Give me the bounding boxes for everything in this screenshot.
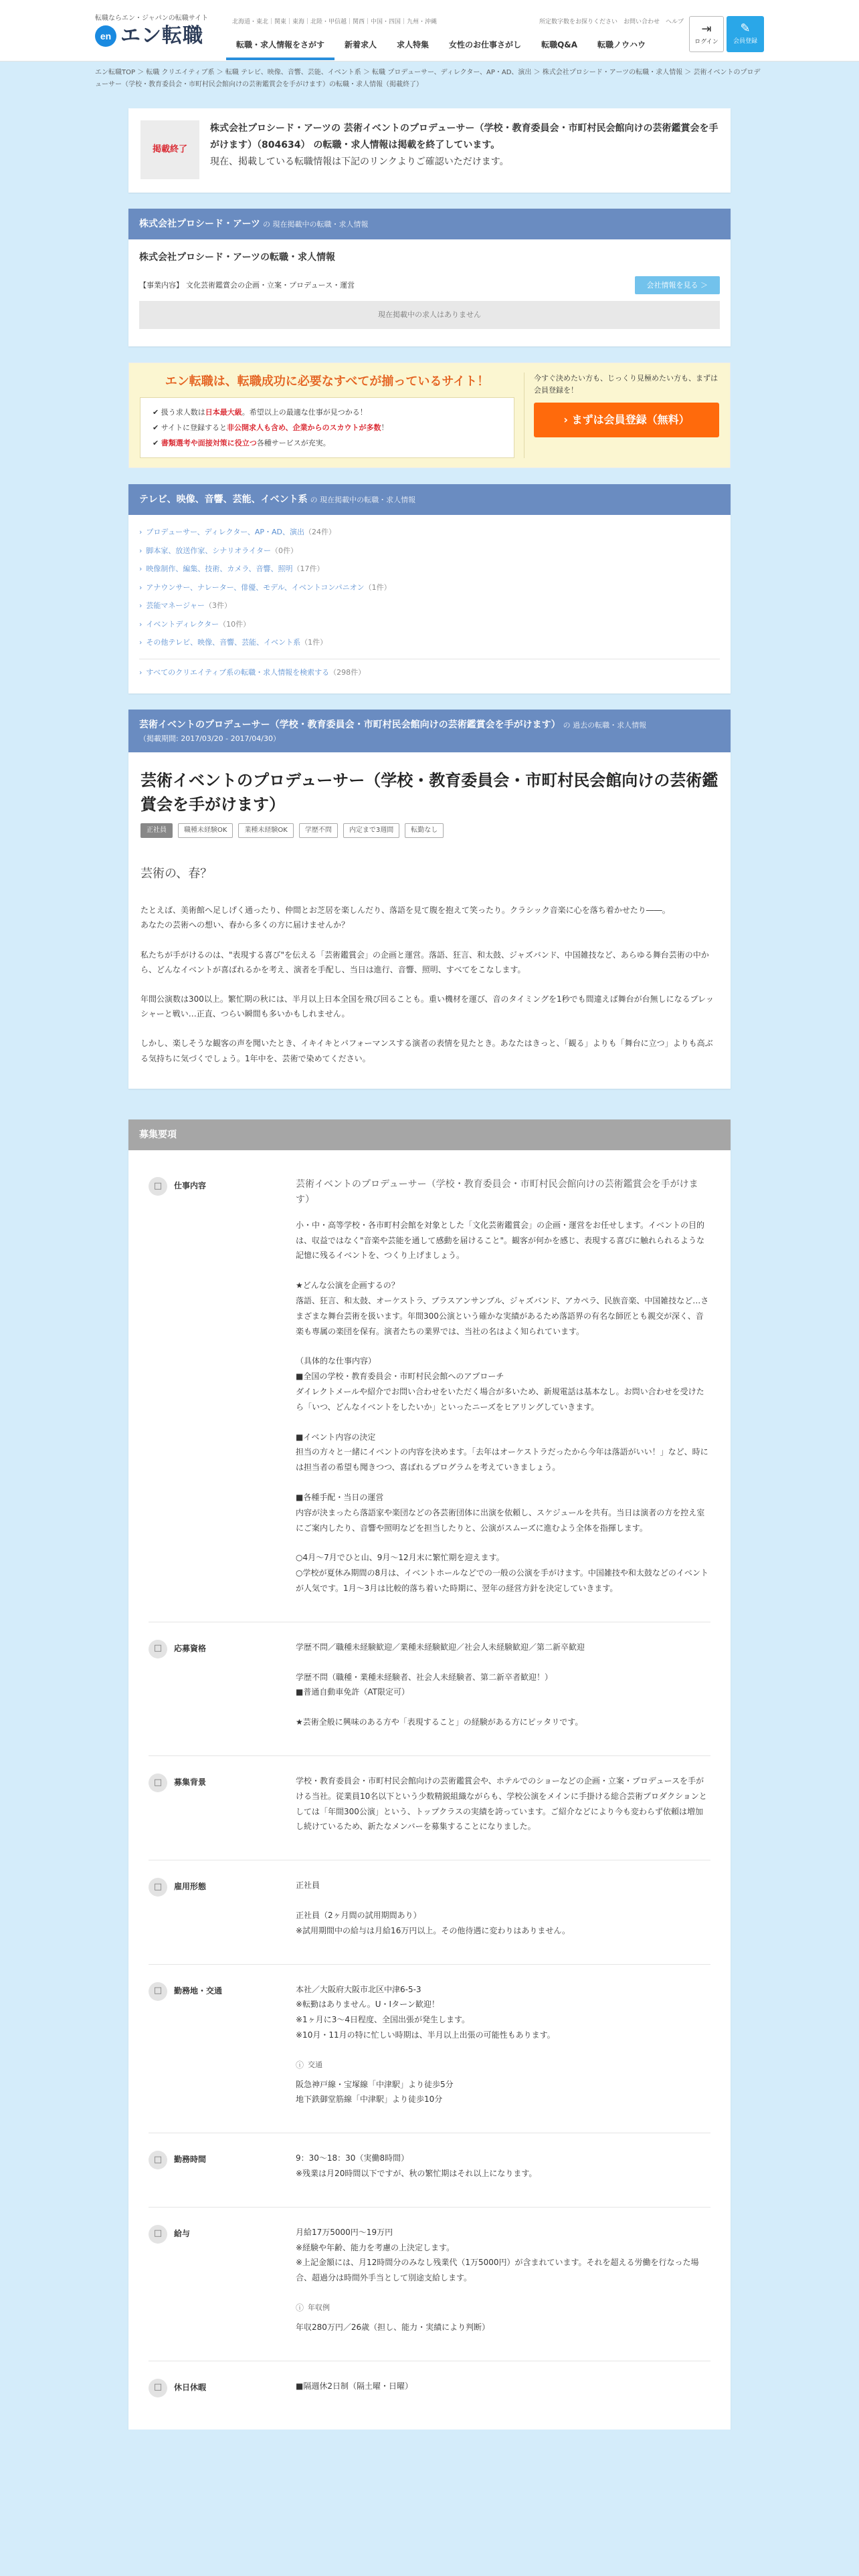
job-intro-text: 私たちが手がけるのは、"表現する喜び"を伝える「芸術鑑賞会」の企画と運営。落語、狂言、和太鼓、ジャズバンド、中国雑技など、あらゆる舞台芸術の中から、どんなイベントが喜ばれるかを考え、演者を手配し、当日は進行、音響、照明、すべてをこなします。 — [140, 950, 709, 974]
recruit-row-text: （具体的な仕事内容） ■全国の学校・教育委員会・市町村民会館へのアプローチ ダイレクトメールや紹介でお問い合わせをいただく場合が多いため、新規電話は基本なし。お問い合わせを受けたら「いつ、どんなイベントをしたいか」といったニーズをヒアリングしていきます。 — [296, 1356, 704, 1412]
info-icon: ⓘ — [296, 2302, 304, 2313]
job-tags — [140, 823, 719, 838]
promo-benefit-item: ✔ 扱う求人数は日本最大級。希望以上の最適な仕事が見つかる！ — [153, 407, 367, 417]
no-jobs-message: 現在掲載中の求人はありません — [139, 301, 720, 329]
breadcrumb[interactable]: エン転職TOP ＞ 転職 クリエイティブ系 ＞ 転職 テレビ、映像、音響、芸能、イベント系 ＞ 転職 プロデューサー、ディレクター、AP・AD、演出 ＞ 株式会社プロシード・アーツの転職・求人情報 ＞ 芸術イベントのプロデューサー（学校・教育委員会・市町村民会館向けの芸術鑑賞会を手がけます）の転職・求人情報（掲載終了） — [95, 69, 761, 88]
job-period: （掲載期間: 2017/03/20 - 2017/04/30） — [139, 734, 280, 743]
location-icon: □ — [149, 1982, 167, 2001]
recruit-row-label: 応募資格 — [174, 1643, 207, 1653]
recruit-row-text: ○4月〜7月でひと山、9月〜12月末に繁忙期を迎えます。 ○学校が夏休み期間の8月は、イベントホールなどでの一般の公演を手がけます。中国雑技や和太鼓などのイベントが人気です。1月〜3月は比較的落ち着いた時期に、翌年の経営方針を決定していきます。 — [296, 1553, 708, 1594]
job-section — [128, 710, 731, 1088]
expired-badge: 掲載終了 — [140, 120, 199, 179]
recruit-row-label: 給与 — [174, 2228, 191, 2238]
promo-benefit-item: ✔ サイトに登録すると非公開求人も含め、企業からのスカウトが多数！ — [153, 423, 389, 432]
region-links[interactable]: 北海道・東北｜関東｜東海｜北陸・甲信越｜関西｜中国・四国｜九州・沖縄 — [232, 19, 438, 25]
chevron-right-icon: › — [139, 619, 142, 629]
recruit-row-text: 正社員 — [296, 1881, 320, 1891]
recruit-section — [128, 1119, 731, 2430]
chevron-right-icon: › — [139, 546, 142, 555]
job-intro-text: 年間公演数は300以上。繁忙期の秋には、半月以上日本全国を飛び回ることも。重い機材を運び、音のタイミングを1秒でも間違えば舞台が台無しになるプレッシャーと戦い…正直、つらい瞬間も多いかもしれません。 — [140, 994, 714, 1019]
yen-icon: □ — [149, 2225, 167, 2244]
recruit-row-subtitle: 芸術イベントのプロデューサー（学校・教育委員会・市町村民会館向けの芸術鑑賞会を手がけます） — [296, 1179, 698, 1205]
category-link[interactable]: › 映像制作、編集、技術、カメラ、音響、照明（17件） — [139, 564, 324, 574]
job-intro-text: たとえば、美術館へ足しげく通ったり、仲間とお芝居を楽しんだり、落語を見て腹を抱えて笑ったり。クラシック音楽に心を落ち着かせたり――。 あなたの芸術への想い、春から多くの方に届けませんか？ — [140, 905, 670, 930]
badge-icon: □ — [149, 1878, 167, 1897]
nav-qa[interactable]: 転職Q&A — [541, 40, 578, 49]
global-nav — [226, 39, 656, 60]
tag: 職種未経験OK — [178, 823, 233, 838]
recruit-row — [149, 2133, 710, 2208]
category-band-sub: の 現在掲載中の転職・求人情報 — [310, 496, 416, 505]
business-label: 【事業内容】 — [139, 280, 183, 290]
clock-icon: □ — [149, 2151, 167, 2169]
nav-features[interactable]: 求人特集 — [397, 40, 430, 49]
chevron-right-icon: › — [139, 528, 142, 537]
recruit-row-text: 学歴不問（職種・業種未経験者、社会人未経験者、第二新卒者歓迎！） ■普通自動車免許（AT限定可） — [296, 1672, 553, 1697]
chevron-right-icon: › — [139, 638, 142, 647]
tag: 内定まで3週間 — [343, 823, 399, 838]
recruit-row-label: 勤務地・交通 — [174, 1985, 223, 1996]
company-band-sub: の 現在掲載中の転職・求人情報 — [263, 220, 369, 229]
member-register-cta[interactable]: › まずは会員登録（無料） — [534, 403, 719, 437]
category-link[interactable]: › アナウンサー、ナレーター、俳優、モデル、イベントコンパニオン（1件） — [139, 582, 391, 592]
recruit-row-text: 正社員（2ヶ月間の試用期間あり） ※試用期間中の給与は月給16万円以上。その他待遇に変わりはありません。 — [296, 1911, 571, 1935]
promo-benefits — [140, 397, 514, 458]
category-link[interactable]: › イベントディレクター（10件） — [139, 619, 251, 629]
recruit-row — [149, 2361, 710, 2423]
recruit-row — [149, 1860, 710, 1964]
category-band-title: テレビ、映像、音響、芸能、イベント系 — [139, 494, 308, 506]
recruit-row-text: 学歴不問／職種未経験歓迎／業種未経験歓迎／社会人未経験歓迎／第二新卒歓迎 — [296, 1642, 585, 1652]
nav-knowhow[interactable]: 転職ノウハウ — [597, 40, 646, 49]
company-band — [128, 209, 731, 239]
job-intro-text: しかし、楽しそうな観客の声を聞いたとき、イキイキとパフォーマンスする演者の表情を見たとき。あなたはきっと、「観る」よりも「舞台に立つ」よりも高ぶる気持ちに気づくでしょう。1年中を、芸術で染めてください。 — [140, 1039, 713, 1063]
tag: 正社員 — [140, 823, 173, 838]
pencil-icon: ✎ — [740, 21, 751, 35]
job-catchphrase: 芸術の、春？ — [140, 867, 213, 881]
register-button[interactable] — [727, 16, 764, 52]
info-icon: ⓘ — [296, 2060, 304, 2070]
recruit-row-text: ★どんな公演を企画するの？ 落語、狂言、和太鼓、オーケストラ、ブラスアンサンブル、ジャズバンド、アカペラ、民族音楽、中国雑技など…さまざまな舞台芸術を扱います。年間300公演という確かな実績があるため落語界の有名な師匠とも親交が深く、音楽も専属の楽団を保有。演者たちの業界では、当社の名はよく知られています。 — [296, 1281, 709, 1336]
logo-tagline: 転職ならエン・ジャパンの転職サイト — [95, 15, 209, 22]
recruit-row — [149, 1160, 710, 1622]
login-label: ログイン — [694, 39, 719, 46]
job-band-sub: の 過去の転職・求人情報 — [563, 721, 647, 730]
nav-women[interactable]: 女性のお仕事さがし — [449, 40, 522, 49]
tag: 業種未経験OK — [238, 823, 293, 838]
nav-new-jobs[interactable]: 新着求人 — [345, 40, 377, 49]
recruit-row-text: ■隔週休2日制（隔土曜・日曜） — [296, 2381, 413, 2391]
category-link[interactable]: › 芸能マネージャー（3件） — [139, 601, 231, 611]
calendar-icon: □ — [149, 2379, 167, 2397]
logo-text: エン転職 — [120, 24, 203, 47]
recruit-row-text: 月給17万5000円〜19万円 ※経験や年齢、能力を考慮の上決定します。 ※上記金額には、月12時間分のみなし残業代（1万5000円）が含まれています。それを超える労働を行なった場合、超過分は時間外手当として別途支給します。 — [296, 2227, 699, 2283]
recruit-row-text: 年収280万円／26歳（担し、能力・実績により判断） — [296, 2322, 490, 2332]
category-band — [128, 484, 731, 515]
recruit-row-text: 阪急神戸線・宝塚線「中津駅」より徒歩5分 地下鉄御堂筋線「中津駅」より徒歩10分 — [296, 2079, 454, 2105]
business-desc: 文化芸術鑑賞会の企画・立案・プロデュース・運営 — [186, 280, 355, 290]
recruit-row-subhead: ⓘ 年収例 — [296, 2300, 710, 2316]
category-link[interactable]: › その他テレビ、映像、音響、芸能、イベント系（1件） — [139, 638, 328, 647]
company-section — [128, 209, 731, 346]
recruit-row-text: ★芸術全般に興味のある方や「表現すること」の経験がある方にピッタリです。 — [296, 1717, 583, 1727]
site-logo[interactable] — [95, 15, 222, 47]
flag-icon: □ — [149, 1774, 167, 1792]
expired-notice — [128, 108, 731, 193]
chevron-right-icon: › — [139, 564, 142, 574]
recruit-row-text: 学校・教育委員会・市町村民会館向けの芸術鑑賞会や、ホテルでのショーなどの企画・立案・プロデュースを手がける当社。従業員10名以下という少数精鋭組織ながらも、学校公演をメインに手掛ける総合芸術プロダクションとしては「年間300公演」という、トップクラスの実績を誇っています。ご紹介などにより今も変わらず依頼は増加し続けているため、新たなメンバーを募集することになりました。 — [296, 1776, 707, 1832]
recruit-row — [149, 1622, 710, 1756]
recruit-row-subhead: ⓘ 交通 — [296, 2058, 710, 2073]
company-info-button[interactable]: 会社情報を見る ＞ — [635, 276, 721, 295]
recruit-row-label: 募集背景 — [174, 1778, 207, 1788]
expired-sub-message: 現在、掲載している転職情報は下記のリンクよりご確認いただけます。 — [210, 156, 509, 168]
promo-right-text: 今すぐ決めたい方も、じっくり見極めたい方も、まずは会員登録を！ — [534, 373, 718, 395]
nav-search-jobs[interactable]: 転職・求人情報をさがす — [226, 39, 335, 60]
category-link[interactable]: › プロデューサー、ディレクター、AP・AD、演出（24件） — [139, 528, 337, 537]
promo-benefit-item: ✔ 書類選考や面接対策に役立つ各種サービスが充実。 — [153, 438, 330, 447]
all-creative-jobs-link[interactable]: › すべてのクリエイティブ系の転職・求人情報を検索する（298件） — [139, 667, 366, 677]
recruit-row-text: ■イベント内容の決定 担当の方々と一緒にイベントの内容を決めます。「去年はオーケストラだったから今年は落語がいい！」など、時には担当者の希望も聞きつつ、喜ばれるプログラムを考えていきましょう。 — [296, 1432, 708, 1473]
chevron-right-icon: › — [139, 667, 142, 677]
company-jobs-title: 株式会社プロシード・アーツの転職・求人情報 — [139, 252, 336, 263]
recruit-row-text: 本社／大阪府大阪市北区中津6-5-3 ※転勤はありません。U・Iターン歓迎！ ※1ヶ月に3〜4日程度、全国出張が発生します。 ※10月・11月の特に忙しい時期は、半月以上出張の可能性もあります。 — [296, 1984, 555, 2040]
recruit-row-text: ■各種手配・当日の運営 内容が決まったら落語家や楽団などの各芸術団体に出演を依頼し、スケジュールを共有。当日は演者の方を控え室にご案内したり、音響や照明などを担当したりと、公演がスムーズに進むよう全体を指揮します。 — [296, 1493, 705, 1533]
recruit-row-label: 休日休暇 — [174, 2382, 207, 2392]
expired-message: 株式会社プロシード・アーツの 芸術イベントのプロデューサー（学校・教育委員会・市町村民会館向けの芸術鑑賞会を手がけます）（804634） の転職・求人情報は掲載を終了しています。 — [210, 123, 719, 151]
tag: 転勤なし — [405, 823, 444, 838]
recruit-row-label: 勤務時間 — [174, 2155, 207, 2165]
job-band — [128, 710, 731, 752]
recruit-row-label: 仕事内容 — [174, 1181, 207, 1191]
category-link[interactable]: › 脚本家、放送作家、シナリオライター（0件） — [139, 546, 298, 555]
recruit-row — [149, 1756, 710, 1860]
recruit-row-text: 小・中・高等学校・各市町村会館を対象とした「文化芸術鑑賞会」の企画・運営をお任せします。イベントの目的は、収益ではなく"音楽や芸能を通して感動を届けること"。観客が何かを感じ、表現する喜びに触れられるような記憶に残るイベントを、つくり上げましょう。 — [296, 1220, 705, 1261]
document-icon: □ — [149, 1177, 167, 1196]
recruit-row-text: 9：30〜18：30（実働8時間） ※残業は月20時間以下ですが、秋の繁忙期はそれ以上になります。 — [296, 2153, 537, 2178]
site-header — [0, 0, 859, 62]
company-band-title: 株式会社プロシード・アーツ — [139, 219, 261, 229]
promo-title: エン転職は、転職成功に必要なすべてが揃っているサイト！ — [165, 374, 490, 389]
signup-promo — [128, 362, 731, 468]
register-label: 会員登録 — [733, 38, 757, 45]
category-section — [128, 484, 731, 693]
recruit-row — [149, 1965, 710, 2134]
job-title: 芸術イベントのプロデューサー（学校・教育委員会・市町村民会館向けの芸術鑑賞会を手がけます） — [140, 771, 719, 815]
chevron-right-icon: › — [139, 601, 142, 611]
chevron-right-icon: › — [139, 582, 142, 592]
tag: 学歴不問 — [299, 823, 338, 838]
person-icon: □ — [149, 1640, 167, 1658]
login-button[interactable] — [689, 16, 724, 52]
utility-links[interactable]: 所定数字数をお探りください お問い合わせ ヘルプ — [539, 19, 684, 25]
login-icon: ⇥ — [701, 22, 712, 36]
job-band-title: 芸術イベントのプロデューサー（学校・教育委員会・市町村民会館向けの芸術鑑賞会を手がけます） — [139, 720, 561, 731]
recruit-band: 募集要項 — [128, 1119, 731, 1150]
recruit-row — [149, 2208, 710, 2361]
logo-mark: en — [95, 25, 116, 47]
recruit-row-label: 雇用形態 — [174, 1882, 207, 1892]
